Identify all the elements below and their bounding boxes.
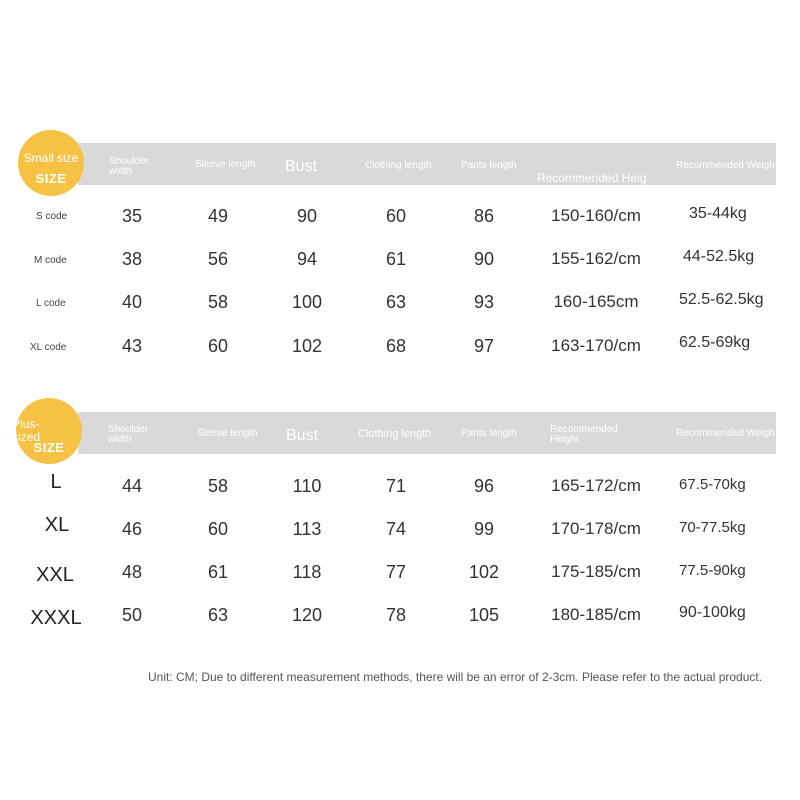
sleeve-value: 63 — [207, 605, 229, 625]
pants-value: 102 — [468, 562, 500, 582]
height-value: 160-165cm — [553, 292, 639, 311]
bust-value: 110 — [292, 476, 322, 496]
pants-value: 99 — [473, 519, 495, 539]
sleeve-value: 60 — [207, 336, 229, 356]
pants-value: 105 — [468, 605, 500, 625]
measurement-note: Unit: CM; Due to different measurement methods, there will be an error of 2-3cm. Please refer to the actual product. — [148, 670, 763, 684]
weight-value: 62.5-69kg — [679, 334, 751, 351]
weight-value: 67.5-70kg — [679, 476, 746, 493]
header-sleeve-length: Sleeve length — [195, 159, 256, 170]
shoulder-value: 43 — [121, 336, 143, 356]
header-clothing-length: Clothing length — [365, 160, 432, 171]
header-pants-length: Pants length — [461, 160, 517, 171]
small-size-badge-label: Small size — [23, 151, 79, 165]
bust-value: 120 — [291, 605, 323, 625]
sleeve-value: 49 — [207, 206, 229, 226]
size-label: M code — [34, 255, 67, 266]
size-label: XXL — [36, 564, 74, 586]
sleeve-value: 61 — [207, 562, 229, 582]
clothing-value: 61 — [385, 249, 407, 269]
header-shoulder-width: Shoulder width — [109, 156, 150, 177]
clothing-value: 60 — [385, 206, 407, 226]
bust-value: 100 — [291, 292, 323, 312]
header-clothing-length: Clothing length — [358, 428, 432, 440]
height-value: 163-170/cm — [551, 336, 641, 355]
small-size-badge — [18, 130, 84, 196]
clothing-value: 77 — [385, 562, 407, 582]
size-label: L — [50, 471, 62, 493]
pants-value: 93 — [473, 292, 495, 312]
clothing-value: 63 — [385, 292, 407, 312]
header-bust: Bust — [286, 427, 319, 444]
height-value: 180-185/cm — [551, 605, 641, 624]
size-label: S code — [36, 211, 68, 222]
weight-value: 35-44kg — [689, 205, 747, 222]
height-value: 175-185/cm — [551, 562, 641, 581]
pants-value: 86 — [473, 206, 495, 226]
shoulder-value: 35 — [121, 206, 143, 226]
bust-value: 94 — [296, 249, 318, 269]
weight-value: 70-77.5kg — [679, 519, 746, 536]
bust-value: 113 — [292, 519, 322, 539]
height-value: 165-172/cm — [551, 476, 641, 495]
height-value: 155-162/cm — [551, 249, 641, 268]
header-recommended-weight: Recommended Weigh — [676, 160, 775, 171]
bust-value: 90 — [296, 206, 318, 226]
shoulder-value: 48 — [121, 562, 143, 582]
size-label: XXXL — [30, 607, 82, 629]
bust-value: 102 — [291, 336, 323, 356]
size-label: XL — [44, 514, 70, 536]
pants-value: 97 — [473, 336, 495, 356]
height-value: 150-160/cm — [551, 206, 641, 225]
size-label: L code — [36, 298, 66, 309]
header-shoulder-width: Shoulder width — [108, 424, 149, 445]
header-pants-length: Pants length — [461, 428, 517, 439]
pants-value: 96 — [473, 476, 495, 496]
clothing-value: 78 — [385, 605, 407, 625]
header-sleeve-length: Sleeve length — [197, 428, 258, 439]
bust-value: 118 — [292, 562, 322, 582]
shoulder-value: 40 — [121, 292, 143, 312]
shoulder-value: 38 — [121, 249, 143, 269]
header-bust: Bust — [285, 158, 318, 175]
pants-value: 90 — [473, 249, 495, 269]
weight-value: 44-52.5kg — [683, 248, 755, 265]
clothing-value: 74 — [385, 519, 407, 539]
sleeve-value: 58 — [207, 292, 229, 312]
clothing-value: 68 — [385, 336, 407, 356]
height-value: 170-178/cm — [551, 519, 641, 538]
weight-value: 77.5-90kg — [679, 562, 746, 579]
sleeve-value: 60 — [207, 519, 229, 539]
weight-value: 52.5-62.5kg — [679, 291, 764, 308]
shoulder-value: 44 — [121, 476, 143, 496]
header-recommended-weight: Recommended Weigh — [676, 428, 775, 439]
weight-value: 90-100kg — [679, 604, 746, 621]
size-label: XL code — [30, 342, 67, 353]
sleeve-value: 56 — [207, 249, 229, 269]
sleeve-value: 58 — [207, 476, 229, 496]
small-size-badge-size: SIZE — [35, 171, 67, 186]
header-recommended-height: Recommended Height — [550, 424, 618, 445]
plus-size-badge-label: Plus-sized — [12, 417, 41, 444]
shoulder-value: 50 — [121, 605, 143, 625]
clothing-value: 71 — [385, 476, 407, 496]
plus-size-badge-size: SIZE — [33, 440, 65, 455]
plus-size-badge — [12, 398, 82, 464]
header-recommended-height: Recommended Heig — [537, 171, 647, 185]
shoulder-value: 46 — [121, 519, 143, 539]
